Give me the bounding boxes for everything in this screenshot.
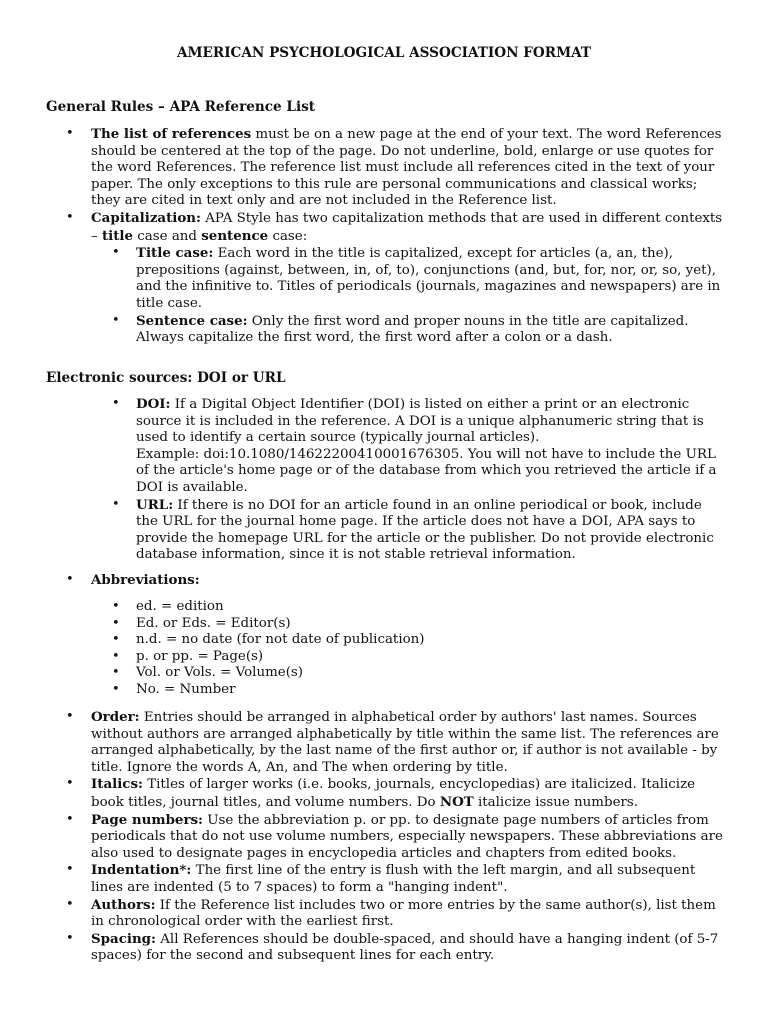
capitalization-sublist — [0, 245, 768, 347]
list-item-title-case: • Title case: Each word in the title is capitalized, except for articles (a, an, the), prepositions (against, between, in, of, to), conjunctions (and, but, for, nor, or, so, yet), and the infinitive to. Titles of periodicals (journals, magazines and newspapers) are in title case. — [112, 245, 721, 311]
bullet-icon: • — [112, 312, 120, 328]
bullet-icon: • — [112, 245, 120, 261]
list-item-abbreviation: • ed. = edition — [112, 599, 224, 614]
list-item-page-numbers: • Page numbers: Use the abbreviation p. or pp. to designate page numbers of articles from periodicals that do not use volume numbers, especially newspapers. These abbreviations are also used to designate pages in encyclopedia articles and chapters from edited books. — [66, 811, 723, 861]
list-item-doi: • DOI: If a Digital Object Identifier (DOI) is listed on either a print or an electronic source it is included in the reference. A DOI is a unique alphanumeric string that is used to identify a certain source (typically journal articles). Example: doi:10.1080/14622200410001676305. You will not have to include the URL of the article's home page or of the database from which you retrieved the article if a DOI is available. — [112, 396, 717, 495]
list-item-spacing: • Spacing: All References should be double-spaced, and should have a hanging indent (of 5-7 spaces) for the second and subsequent lines for each entry. — [66, 930, 719, 964]
bullet-icon: • — [66, 930, 74, 946]
bullet-icon: • — [112, 396, 120, 411]
list-item-abbreviations: • Abbreviations: — [66, 572, 200, 588]
bullet-icon: • — [66, 811, 74, 827]
general-rules-list — [0, 126, 768, 347]
list-item-abbreviation: • n.d. = no date (for not date of publication) — [112, 632, 425, 648]
abbreviations-list — [0, 599, 768, 699]
list-item-references: • The list of references must be on a new page at the end of your text. The word References should be centered at the top of the page. Do not underline, bold, enlarge or use quotes for the word References. The reference list must include all references cited in the text of your paper. The only exceptions to this rule are personal communications and classical works; they are cited in text only and are not included in the Reference list. — [66, 126, 722, 209]
bullet-icon: • — [112, 599, 120, 614]
list-item-italics: • Italics: Titles of larger works (i.e. books, journals, encyclopedias) are italicized. Italicize book titles, journal titles, and volume numbers. Do NOT italicize issue numbers. — [66, 776, 696, 810]
page-title: AMERICAN PSYCHOLOGICAL ASSOCIATION FORMAT — [176, 45, 592, 61]
list-item-abbreviation: • No. = Number — [112, 681, 236, 697]
doi-example: Example: doi:10.1080/14622200410001676305. You will not have to include the URL of the article's home page or of the database from which you retrieved the article if a DOI is available. — [136, 446, 717, 495]
general-rules-heading: General Rules – APA Reference List — [46, 99, 316, 115]
list-item-authors: • Authors: If the Reference list includes two or more entries by the same author(s), list them in chronological order with the earliest first. — [66, 896, 716, 930]
bullet-icon: • — [66, 896, 74, 912]
bullet-icon: • — [66, 776, 74, 792]
bullet-icon: • — [66, 126, 74, 141]
list-item-capitalization: • Capitalization: APA Style has two capitalization methods that are used in different contexts – title case and sentence case: • Title case: Each word in the title is capitalized, except for articles (a, an, the), prepositions (against, between, in, of, to), conjunctions (and, but, for, nor, or, so, yet), and the infinitive to. Titles of periodicals (journals, magazines and newspapers) are in title case. • Sentence case: Only the first word and proper nouns in the title are capitalized. Always capitalize the first word, the first word after a colon or a dash. — [0, 210, 768, 347]
list-item-indentation: • Indentation*: The first line of the entry is flush with the left margin, and all subsequent lines are indented (5 to 7 spaces) to form a "hanging indent". — [66, 862, 696, 895]
electronic-sources-heading: Electronic sources: DOI or URL — [46, 370, 286, 386]
list-item-sentence-case: • Sentence case: Only the first word and proper nouns in the title are capitalized. Always capitalize the first word, the first word after a colon or a dash. — [112, 312, 689, 346]
bullet-icon: • — [112, 615, 120, 631]
bullet-icon: • — [66, 209, 74, 225]
list-item-url: • URL: If there is no DOI for an article found in an online periodical or book, include the URL for the journal home page. If the article does not have a DOI, APA says to provide the homepage URL for the article or the publisher. Do not provide electronic database information, since it is not stable retrieval information. — [112, 496, 714, 563]
bullet-icon: • — [66, 862, 74, 878]
abbreviations-heading-list — [0, 572, 768, 590]
list-item-abbreviation: • Vol. or Vols. = Volume(s) — [112, 665, 304, 681]
bullet-icon: • — [112, 632, 120, 648]
bullet-icon: • — [112, 681, 120, 697]
bullet-icon: • — [66, 572, 74, 587]
reference-rules-list — [0, 709, 768, 965]
electronic-sources-list — [0, 396, 768, 564]
bullet-icon: • — [112, 648, 120, 664]
bullet-icon: • — [66, 709, 74, 724]
list-item-order: • Order: Entries should be arranged in alphabetical order by authors' last names. Sources without authors are arranged alphabetically by title within the same list. The references are arranged alphabetically, by the last name of the first author or, if author is not available - by title. Ignore the words A, An, and The when ordering by title. — [66, 709, 719, 775]
bullet-icon: • — [112, 665, 120, 681]
list-item-abbreviation: • p. or pp. = Page(s) — [112, 648, 264, 664]
list-item-abbreviation: • Ed. or Eds. = Editor(s) — [112, 615, 291, 631]
bullet-icon: • — [112, 496, 120, 512]
